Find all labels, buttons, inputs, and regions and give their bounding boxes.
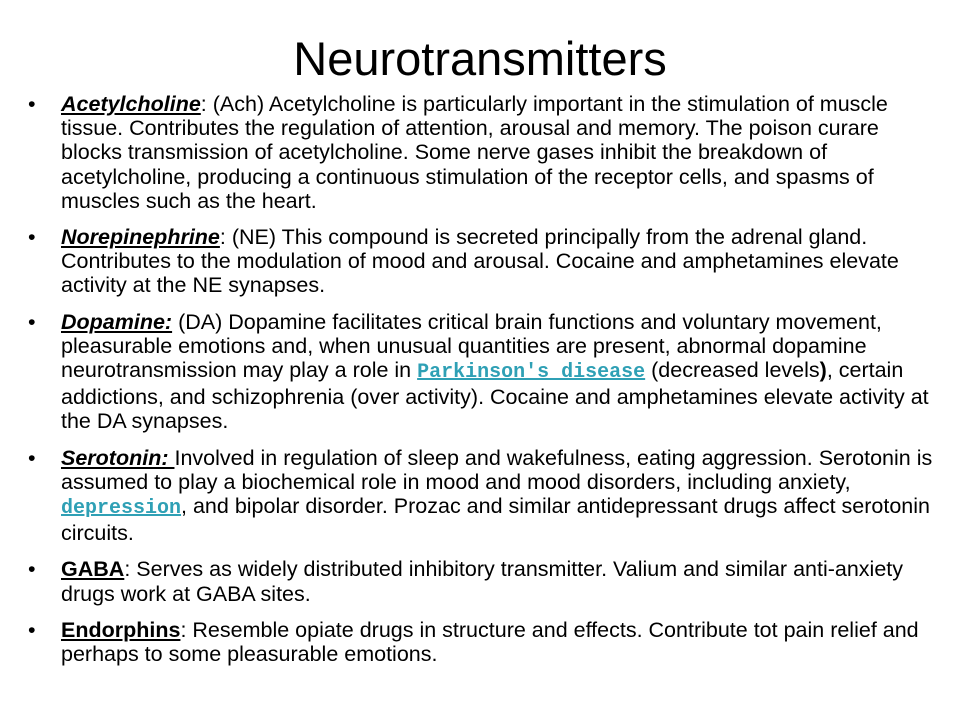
term-norepinephrine: Norepinephrine — [61, 225, 220, 250]
bullet-item-serotonin — [28, 446, 933, 546]
term-separator: : — [219, 225, 226, 250]
bullet-item-acetylcholine — [28, 92, 933, 213]
bullet-icon: • — [28, 617, 36, 642]
bullet-text: (DA) Dopamine facilitates critical brain functions and voluntary movement, pleasurable emotions and, when unusual quantities are present, abnormal dopamine neurotransmission may play a role in — [61, 309, 882, 383]
closing-paren: ) — [819, 358, 827, 383]
depression-link[interactable]: depression — [61, 497, 182, 521]
term-acetylcholine: Acetylcholine — [61, 92, 201, 116]
bullet-icon: • — [28, 557, 36, 582]
bullet-icon: • — [28, 92, 36, 116]
term-gaba: GABA — [61, 557, 125, 582]
bullet-text: (NE) This compound is secreted principally from the adrenal gland. Contributes to the modulation of mood and arousal. Cocaine and amphetamines elevate activity at the NE synapses. — [61, 225, 899, 298]
bullet-text: , certain addictions, and schizophrenia (over activity). Cocaine and amphetamines elevate activity at the DA synapses. — [61, 358, 929, 434]
bullet-item-norepinephrine — [28, 225, 933, 298]
bullet-text: (Ach) Acetylcholine is particularly important in the stimulation of muscle tissue. Contributes the regulation of attention, arousal and memory. The poison curare blocks transmission of acetylcholine. Some nerve gases inhibit the breakdown of acetylcholine, producing a continuous stimulation of the receptor cells, and spasms of muscles such as the heart. — [61, 92, 888, 213]
term-dopamine: Dopamine: — [61, 309, 173, 334]
bullet-list — [28, 92, 933, 678]
parkinsons-disease-link[interactable]: Parkinson's disease — [417, 361, 646, 385]
bullet-text: Serves as widely distributed inhibitory transmitter. Valium and similar anti-anxiety drugs work at GABA sites. — [61, 557, 904, 606]
bullet-text: , and bipolar disorder. Prozac and similar antidepressant drugs affect serotonin circuits. — [61, 494, 930, 546]
bullet-item-endorphins — [28, 618, 933, 666]
bullet-icon: • — [28, 309, 36, 334]
term-separator: : — [180, 617, 187, 642]
bullet-text: Resemble opiate drugs in structure and effects. Contribute tot pain relief and perhaps to some pleasurable emotions. — [61, 617, 919, 667]
bullet-item-gaba — [28, 557, 933, 605]
bullet-icon: • — [28, 225, 36, 250]
term-serotonin: Serotonin: — [61, 445, 175, 470]
term-separator: : — [124, 557, 131, 582]
bullet-icon: • — [28, 445, 36, 470]
term-endorphins: Endorphins — [61, 617, 181, 642]
term-separator: : — [200, 92, 207, 116]
bullet-text: Involved in regulation of sleep and wakefulness, eating aggression. Serotonin is assumed to play a biochemical role in mood and mood disorders, including anxiety, — [61, 445, 933, 494]
bullet-text: (decreased levels — [645, 358, 820, 383]
slide-title: Neurotransmitters — [293, 32, 667, 85]
bullet-item-dopamine — [28, 310, 933, 434]
